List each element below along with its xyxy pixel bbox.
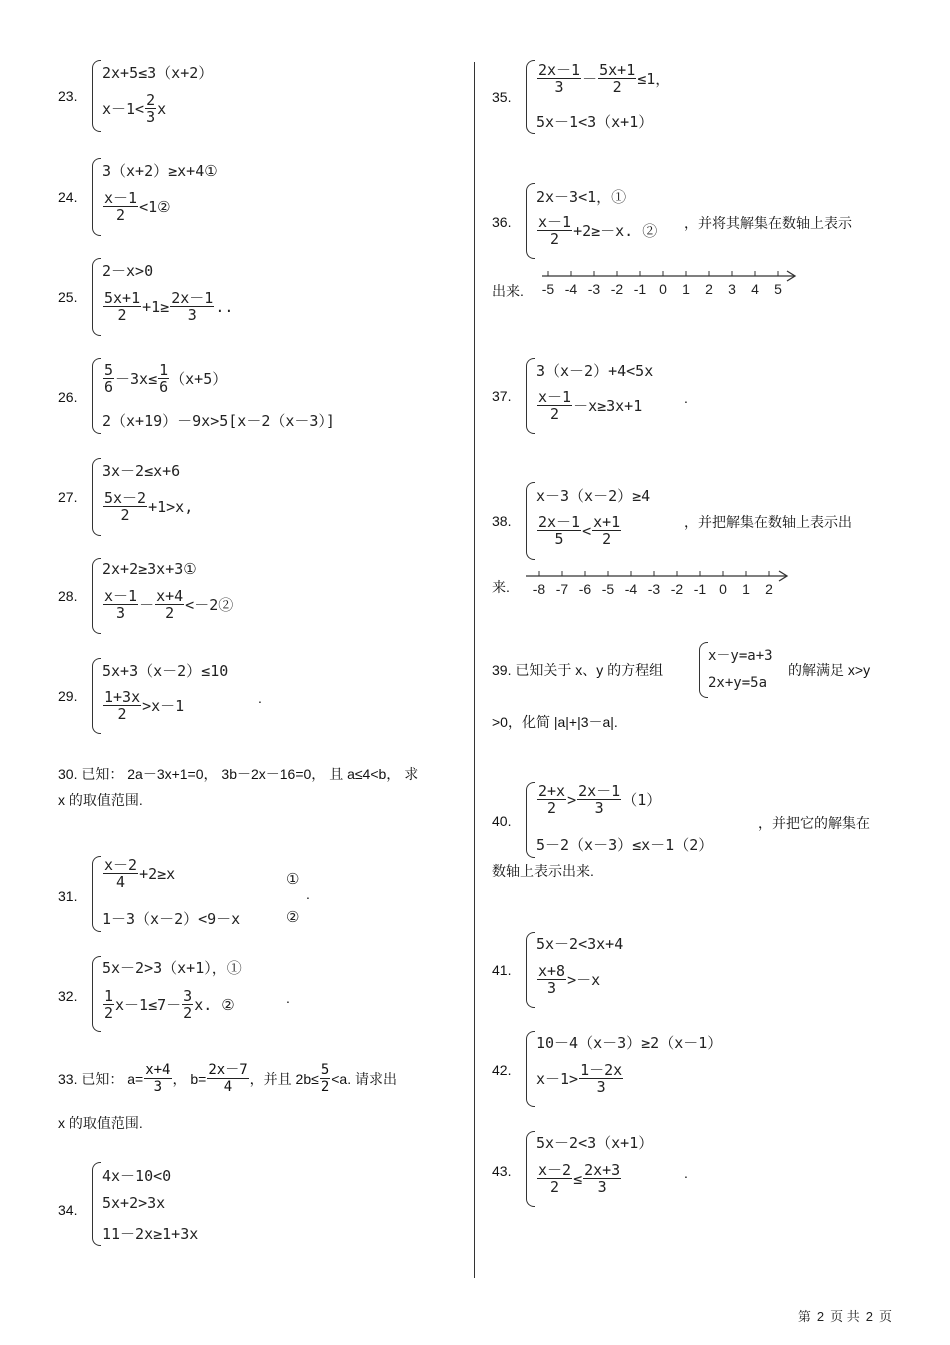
- tick-label: -5: [601, 581, 615, 597]
- problem-number: 41.: [492, 962, 512, 978]
- tick-label: -2: [610, 281, 624, 297]
- problem-text: x 的取值范围.: [58, 1115, 143, 1131]
- problem-number: 37.: [492, 388, 512, 404]
- inequality-1: 2x－3<1，①: [536, 188, 627, 206]
- tick-label: 0: [659, 281, 667, 297]
- problem-number: 31.: [58, 888, 78, 904]
- tick-label: 2: [705, 281, 713, 297]
- inequality-1: 5x－2>3（x+1），①: [102, 959, 242, 977]
- inequality-1: $\frac{5}{6}$ －3x≤ $\frac{1}{6}$ （x+5）: [104, 361, 228, 396]
- equation-2: 2x+y=5a: [708, 675, 768, 691]
- problem-number: 38.: [492, 513, 512, 529]
- inequality-1: 2－x>0: [102, 262, 154, 280]
- tick-label: -5: [541, 281, 555, 297]
- inequality-1: 4x－10<0: [102, 1167, 172, 1185]
- inequality-2: 5x－1<3（x+1）: [536, 113, 654, 131]
- system-brace: [526, 782, 535, 858]
- tick-label: -1: [633, 281, 647, 297]
- problem-text: x 的取值范围.: [58, 792, 143, 808]
- tick-label: 1: [742, 581, 750, 597]
- system-brace: [92, 1162, 101, 1246]
- problem-number: 32.: [58, 988, 78, 1004]
- inequality-2: $\frac{x-1}{2}$ +2≥－x. ②: [538, 213, 658, 248]
- inequality-2: 2（x+19）－9x>5[x－2（x－3）]: [102, 412, 335, 430]
- problem-number: 35.: [492, 89, 512, 105]
- column-divider: [474, 62, 475, 1278]
- page-footer: 第 2 页 共 2 页: [797, 1309, 892, 1324]
- inequality-2: $\frac{x-1}{2}$ <1②: [104, 189, 171, 224]
- problem-text: 39. 已知关于 x、y 的方程组: [492, 662, 664, 678]
- system-brace: [92, 60, 101, 132]
- tick-label: -2: [670, 581, 684, 597]
- inequality-2: $\frac{1}{2}$ x－1≤7－ $\frac{3}{2}$ x. ②: [104, 987, 235, 1022]
- inequality-2: $\frac{5x+1}{2}$ +1≥ $\frac{2x-1}{3}$ ..: [104, 289, 234, 324]
- inequality-1: 3x－2≤x+6: [102, 462, 181, 480]
- problem-number: 42.: [492, 1062, 512, 1078]
- system-brace: [526, 932, 535, 1008]
- tick-label: 0: [719, 581, 727, 597]
- system-brace: [526, 60, 535, 134]
- system-brace: [526, 1031, 535, 1107]
- system-brace: [526, 183, 535, 259]
- tick-label: -8: [532, 581, 546, 597]
- inequality-2: $\frac{5x-2}{2}$ +1>x ,: [104, 489, 194, 524]
- problem-number: 36.: [492, 214, 512, 230]
- inequality-2: $\frac{x+8}{3}$ >－x: [538, 962, 601, 997]
- system-brace: [92, 558, 101, 634]
- inequality-2: 1－3（x－2）<9－x: [102, 910, 241, 928]
- inequality-1: 2x+2≥3x+3①: [102, 560, 197, 578]
- system-brace: [92, 258, 101, 336]
- inequality-1: 5x－2<3（x+1）: [536, 1134, 654, 1152]
- inequality-2: 5－2（x－3）≤x－1（2）: [536, 836, 714, 854]
- problem-number: 24.: [58, 189, 78, 205]
- tick-label: 5: [774, 281, 782, 297]
- problem-number: 40.: [492, 813, 512, 829]
- inequality-1: 5x+3（x－2）≤10: [102, 662, 229, 680]
- tick-label: 1: [682, 281, 690, 297]
- inequality-1: 3（x+2）≥x+4①: [102, 162, 218, 180]
- inequality-2: x－1< $\frac{2}{3}$ x: [102, 91, 167, 126]
- inequality-1: 10－4（x－3）≥2（x－1）: [536, 1034, 723, 1052]
- tick-label: 4: [751, 281, 759, 297]
- system-brace: [92, 358, 101, 434]
- inequality-2: $\frac{2x-1}{5}$ < $\frac{x+1}{2}$: [538, 513, 621, 548]
- problem-number: 28.: [58, 588, 78, 604]
- problem-number: 34.: [58, 1202, 78, 1218]
- tick-label: 3: [728, 281, 736, 297]
- inequality-1: x－3（x－2）≥4: [536, 487, 651, 505]
- tick-label: -4: [624, 581, 638, 597]
- inequality-2: $\frac{x-1}{2}$ －x≥3x+1: [538, 388, 643, 423]
- number-line: [522, 566, 794, 600]
- problem-text: 33. 已知： a= $\frac{x+4}{3}$ ， b= $\frac{2x-7}{4}$ ，并且 2b≤ $\frac{5}{2}$ <a. 请求出: [58, 1062, 397, 1095]
- problem-number: 29.: [58, 688, 78, 704]
- tick-label: -1: [693, 581, 707, 597]
- problem-text: >0，化简 |a|+|3－a|.: [492, 714, 618, 730]
- inequality-2: $\frac{1+3x}{2}$ >x－1: [104, 688, 185, 723]
- problem-number: 43.: [492, 1163, 512, 1179]
- tick-label: 2: [765, 581, 773, 597]
- system-brace: [526, 482, 535, 560]
- problem-text: 30. 已知： 2a－3x+1=0， 3b－2x－16=0， 且 a≤4<b， 求: [58, 766, 419, 782]
- system-brace: [92, 158, 101, 236]
- inequality-1: 3（x－2）+4<5x: [536, 362, 654, 380]
- system-brace: [526, 358, 535, 434]
- inequality-1: $\frac{x-2}{4}$ +2≥x: [104, 856, 176, 891]
- number-line: [538, 266, 800, 300]
- inequality-1: 5x－2<3x+4: [536, 935, 624, 953]
- system-brace: [92, 956, 101, 1032]
- inequality-1: 2x+5≤3（x+2）: [102, 64, 214, 82]
- tick-label: -3: [647, 581, 661, 597]
- tick-label: -7: [555, 581, 569, 597]
- system-brace: [699, 642, 708, 698]
- system-brace: [92, 658, 101, 734]
- problem-number: 26.: [58, 389, 78, 405]
- inequality-1: $\frac{2x-1}{3}$ － $\frac{5x+1}{2}$ ≤1 ，: [538, 61, 671, 96]
- tick-label: -3: [587, 281, 601, 297]
- problem-text: 数轴上表示出来.: [492, 863, 594, 879]
- system-brace: [526, 1131, 535, 1207]
- inequality-2: x－1> $\frac{1-2x}{3}$: [536, 1061, 623, 1096]
- tick-label: -4: [564, 281, 578, 297]
- inequality-2: $\frac{x-2}{2}$ ≤ $\frac{2x+3}{3}$: [538, 1161, 621, 1196]
- problem-number: 23.: [58, 88, 78, 104]
- inequality-1: $\frac{2+x}{2}$ > $\frac{2x-1}{3}$ （1）: [538, 782, 662, 817]
- problem-number: 27.: [58, 489, 78, 505]
- inequality-2: 5x+2>3x: [102, 1194, 166, 1212]
- system-brace: [92, 856, 101, 932]
- inequality-2: $\frac{x-1}{3}$ － $\frac{x+4}{2}$ <－2②: [104, 587, 234, 622]
- inequality-3: 11－2x≥1+3x: [102, 1225, 199, 1243]
- problem-number: 25.: [58, 289, 78, 305]
- tick-label: -6: [578, 581, 592, 597]
- equation-1: x－y=a+3: [708, 648, 773, 664]
- system-brace: [92, 458, 101, 536]
